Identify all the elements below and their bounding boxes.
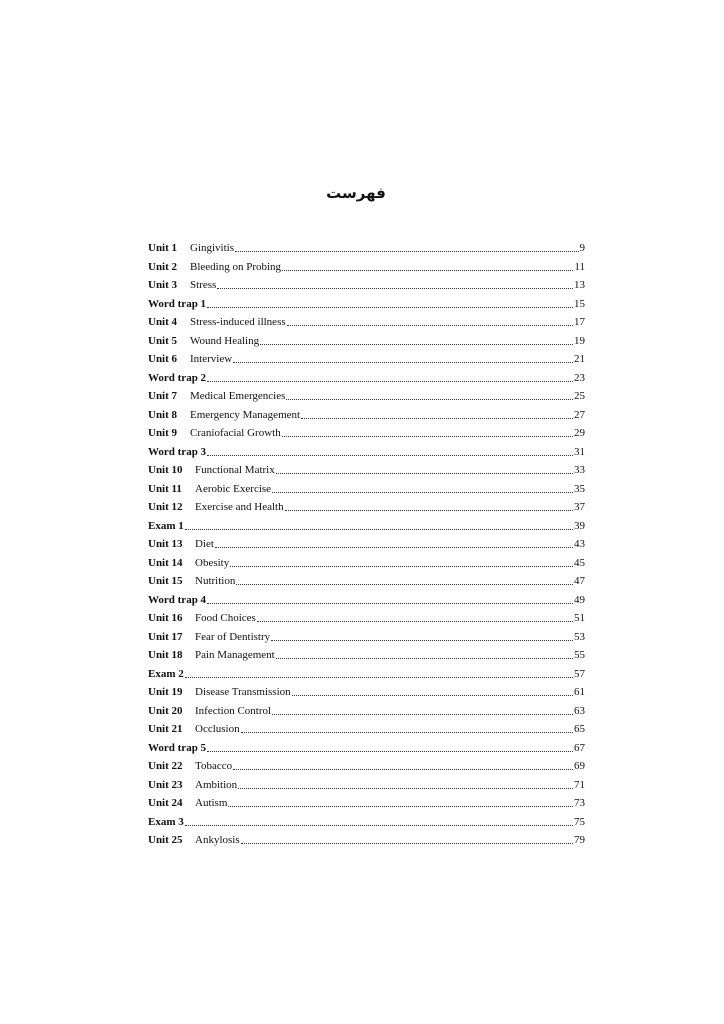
- toc-entry[interactable]: [148, 683, 585, 702]
- toc-entry-unit: Unit 3: [148, 279, 178, 291]
- toc-entry-unit: Unit 10: [148, 464, 183, 476]
- toc-entry[interactable]: [148, 276, 585, 295]
- toc-entry[interactable]: [148, 739, 585, 758]
- toc-leader-dots: [207, 373, 573, 383]
- toc-entry-page-number: 45: [574, 556, 585, 569]
- toc-entry[interactable]: [148, 369, 585, 388]
- toc-entry-unit: Unit 21: [148, 723, 183, 735]
- toc-entry-unit: Unit 12: [148, 501, 183, 513]
- toc-entry[interactable]: [148, 239, 585, 258]
- toc-entry-page-number: 11: [574, 260, 585, 273]
- toc-leader-dots: [285, 502, 573, 512]
- toc-entry[interactable]: [148, 665, 585, 684]
- toc-entry[interactable]: [148, 720, 585, 739]
- toc-entry-unit: Unit 6: [148, 353, 178, 365]
- toc-leader-dots: [207, 447, 573, 457]
- toc-leader-dots: [235, 243, 578, 253]
- toc-entry-unit: Unit 17: [148, 630, 183, 643]
- toc-leader-dots: [217, 280, 573, 290]
- toc-entry[interactable]: [148, 831, 585, 850]
- toc-entry-title: Fear of Dentistry: [195, 630, 271, 643]
- toc-leader-dots: [286, 391, 573, 401]
- toc-entry-unit: Unit 16: [148, 612, 183, 624]
- toc-entry-page-number: 27: [574, 408, 585, 421]
- toc-entry-title: Autism: [195, 797, 228, 809]
- toc-entry-page-number: 39: [574, 519, 585, 532]
- toc-entry[interactable]: [148, 535, 585, 554]
- toc-entry-title: Craniofacial Growth: [190, 427, 281, 439]
- toc-entry-page-number: 79: [574, 834, 585, 846]
- toc-leader-dots: [207, 299, 573, 309]
- toc-entry-unit: Unit 4: [148, 316, 178, 328]
- toc-entry-page-number: 65: [574, 723, 585, 735]
- toc-entry[interactable]: [148, 609, 585, 628]
- toc-entry-page-number: 9: [579, 242, 585, 254]
- toc-leader-dots: [260, 336, 573, 346]
- toc-entry-page-number: 73: [574, 797, 585, 809]
- toc-entry[interactable]: [148, 591, 585, 610]
- toc-leader-dots: [272, 706, 573, 716]
- toc-entry[interactable]: [148, 776, 585, 795]
- toc-entry-page-number: 21: [574, 353, 585, 365]
- toc-entry[interactable]: [148, 702, 585, 721]
- toc-entry-unit: Unit 11: [148, 482, 182, 495]
- toc-leader-dots: [287, 317, 573, 327]
- toc-entry-unit: Unit 18: [148, 649, 183, 661]
- toc-entry-page-number: 69: [574, 760, 585, 772]
- toc-entry-unit: Unit 14: [148, 556, 183, 569]
- toc-leader-dots: [185, 521, 573, 531]
- toc-entry-title: Tobacco: [195, 760, 233, 772]
- toc-entry-unit: Unit 20: [148, 704, 183, 717]
- toc-leader-dots: [271, 632, 573, 642]
- toc-entry-page-number: 55: [574, 649, 585, 661]
- toc-leader-dots: [228, 798, 573, 808]
- toc-entry-unit: Exam 3: [148, 815, 184, 828]
- toc-entry[interactable]: [148, 295, 585, 314]
- toc-entry[interactable]: [148, 646, 585, 665]
- toc-leader-dots: [282, 262, 573, 272]
- table-of-contents: [148, 239, 585, 850]
- toc-entry-title: Pain Management: [195, 649, 275, 661]
- toc-entry-title: Food Choices: [195, 612, 256, 624]
- toc-leader-dots: [236, 576, 573, 586]
- toc-entry-page-number: 63: [574, 704, 585, 717]
- toc-entry-title: Obesity: [195, 556, 230, 569]
- toc-entry[interactable]: [148, 572, 585, 591]
- toc-entry-page-number: 53: [574, 630, 585, 643]
- toc-entry-title: Stress: [190, 279, 217, 291]
- toc-entry-unit: Word trap 4: [148, 593, 207, 606]
- toc-entry-unit: Exam 2: [148, 667, 184, 680]
- toc-entry[interactable]: [148, 424, 585, 443]
- toc-entry[interactable]: [148, 554, 585, 573]
- toc-entry[interactable]: [148, 517, 585, 536]
- toc-entry-unit: Unit 9: [148, 427, 178, 439]
- toc-entry-title: Functional Matrix: [195, 464, 275, 476]
- toc-entry-unit: Unit 13: [148, 538, 183, 550]
- toc-entry-unit: Unit 22: [148, 760, 183, 772]
- toc-entry-unit: Word trap 2: [148, 371, 207, 384]
- toc-leader-dots: [207, 743, 573, 753]
- toc-entry-page-number: 13: [574, 279, 585, 291]
- toc-entry-title: Emergency Management: [190, 408, 301, 421]
- toc-entry-unit: Unit 7: [148, 390, 178, 402]
- toc-entry[interactable]: [148, 813, 585, 832]
- toc-entry[interactable]: [148, 258, 585, 277]
- toc-leader-dots: [241, 724, 573, 734]
- toc-leader-dots: [215, 539, 573, 549]
- toc-entry-unit: Unit 25: [148, 834, 183, 846]
- toc-leader-dots: [230, 558, 573, 568]
- toc-entry-page-number: 25: [574, 390, 585, 402]
- toc-entry[interactable]: [148, 498, 585, 517]
- toc-entry-page-number: 19: [574, 334, 585, 347]
- toc-entry-title: Exercise and Health: [195, 501, 284, 513]
- toc-entry[interactable]: [148, 350, 585, 369]
- toc-entry-title: Gingivitis: [190, 242, 235, 254]
- toc-leader-dots: [292, 687, 573, 697]
- toc-entry-title: Stress-induced illness: [190, 316, 286, 328]
- toc-entry-unit: Word trap 5: [148, 741, 207, 754]
- toc-leader-dots: [185, 817, 573, 827]
- toc-entry[interactable]: [148, 387, 585, 406]
- toc-entry-unit: Unit 23: [148, 778, 183, 791]
- toc-entry-title: Nutrition: [195, 575, 236, 587]
- toc-entry-page-number: 47: [574, 575, 585, 587]
- toc-entry-page-number: 31: [574, 445, 585, 458]
- toc-leader-dots: [185, 669, 573, 679]
- toc-entry-title: Occlusion: [195, 723, 240, 735]
- toc-entry[interactable]: [148, 628, 585, 647]
- toc-entry[interactable]: [148, 443, 585, 462]
- toc-entry-page-number: 37: [574, 501, 585, 513]
- toc-entry-unit: Unit 2: [148, 260, 178, 273]
- toc-leader-dots: [272, 484, 573, 494]
- toc-entry-title: Diet: [195, 538, 214, 550]
- toc-entry-unit: Unit 15: [148, 575, 183, 587]
- toc-entry[interactable]: [148, 794, 585, 813]
- toc-entry-unit: Unit 5: [148, 334, 178, 347]
- toc-entry-page-number: 75: [574, 815, 585, 828]
- toc-entry-unit: Word trap 3: [148, 445, 207, 458]
- toc-entry-page-number: 17: [574, 316, 585, 328]
- toc-entry-page-number: 15: [574, 297, 585, 310]
- toc-entry-page-number: 29: [574, 427, 585, 439]
- toc-entry-title: Interview: [190, 353, 233, 365]
- toc-entry-title: Bleeding on Probing: [190, 260, 282, 273]
- toc-entry-unit: Unit 19: [148, 686, 183, 698]
- toc-entry-title: Infection Control: [195, 704, 272, 717]
- toc-leader-dots: [233, 761, 573, 771]
- toc-leader-dots: [301, 410, 573, 420]
- toc-leader-dots: [276, 650, 573, 660]
- toc-heading: فهرست: [326, 184, 386, 202]
- toc-entry-unit: Word trap 1: [148, 297, 207, 310]
- toc-entry[interactable]: [148, 480, 585, 499]
- toc-entry-title: Medical Emergencies: [190, 390, 286, 402]
- toc-entry[interactable]: [148, 461, 585, 480]
- toc-entry-unit: Exam 1: [148, 519, 184, 532]
- toc-entry[interactable]: [148, 332, 585, 351]
- toc-entry-unit: Unit 1: [148, 242, 178, 254]
- toc-entry-page-number: 71: [574, 778, 585, 791]
- toc-entry[interactable]: [148, 757, 585, 776]
- toc-entry-page-number: 23: [574, 371, 585, 384]
- toc-entry-title: Aerobic Exercise: [195, 482, 272, 495]
- toc-entry-title: Ambition: [195, 778, 238, 791]
- toc-entry-page-number: 33: [574, 464, 585, 476]
- toc-entry-title: Wound Healing: [190, 334, 260, 347]
- toc-entry-page-number: 57: [574, 667, 585, 680]
- toc-entry-page-number: 43: [574, 538, 585, 550]
- toc-entry-unit: Unit 24: [148, 797, 183, 809]
- toc-leader-dots: [207, 595, 573, 605]
- toc-leader-dots: [257, 613, 573, 623]
- toc-entry[interactable]: [148, 406, 585, 425]
- toc-entry-page-number: 49: [574, 593, 585, 606]
- toc-leader-dots: [233, 354, 573, 364]
- toc-entry-title: Ankylosis: [195, 834, 240, 846]
- toc-entry-page-number: 67: [574, 741, 585, 754]
- toc-entry[interactable]: [148, 313, 585, 332]
- toc-entry-page-number: 35: [574, 482, 585, 495]
- toc-leader-dots: [276, 465, 573, 475]
- toc-entry-page-number: 61: [574, 686, 585, 698]
- toc-entry-title: Disease Transmission: [195, 686, 291, 698]
- toc-leader-dots: [282, 428, 573, 438]
- toc-leader-dots: [238, 780, 573, 790]
- toc-entry-page-number: 51: [574, 612, 585, 624]
- toc-entry-unit: Unit 8: [148, 408, 178, 421]
- toc-leader-dots: [241, 835, 573, 845]
